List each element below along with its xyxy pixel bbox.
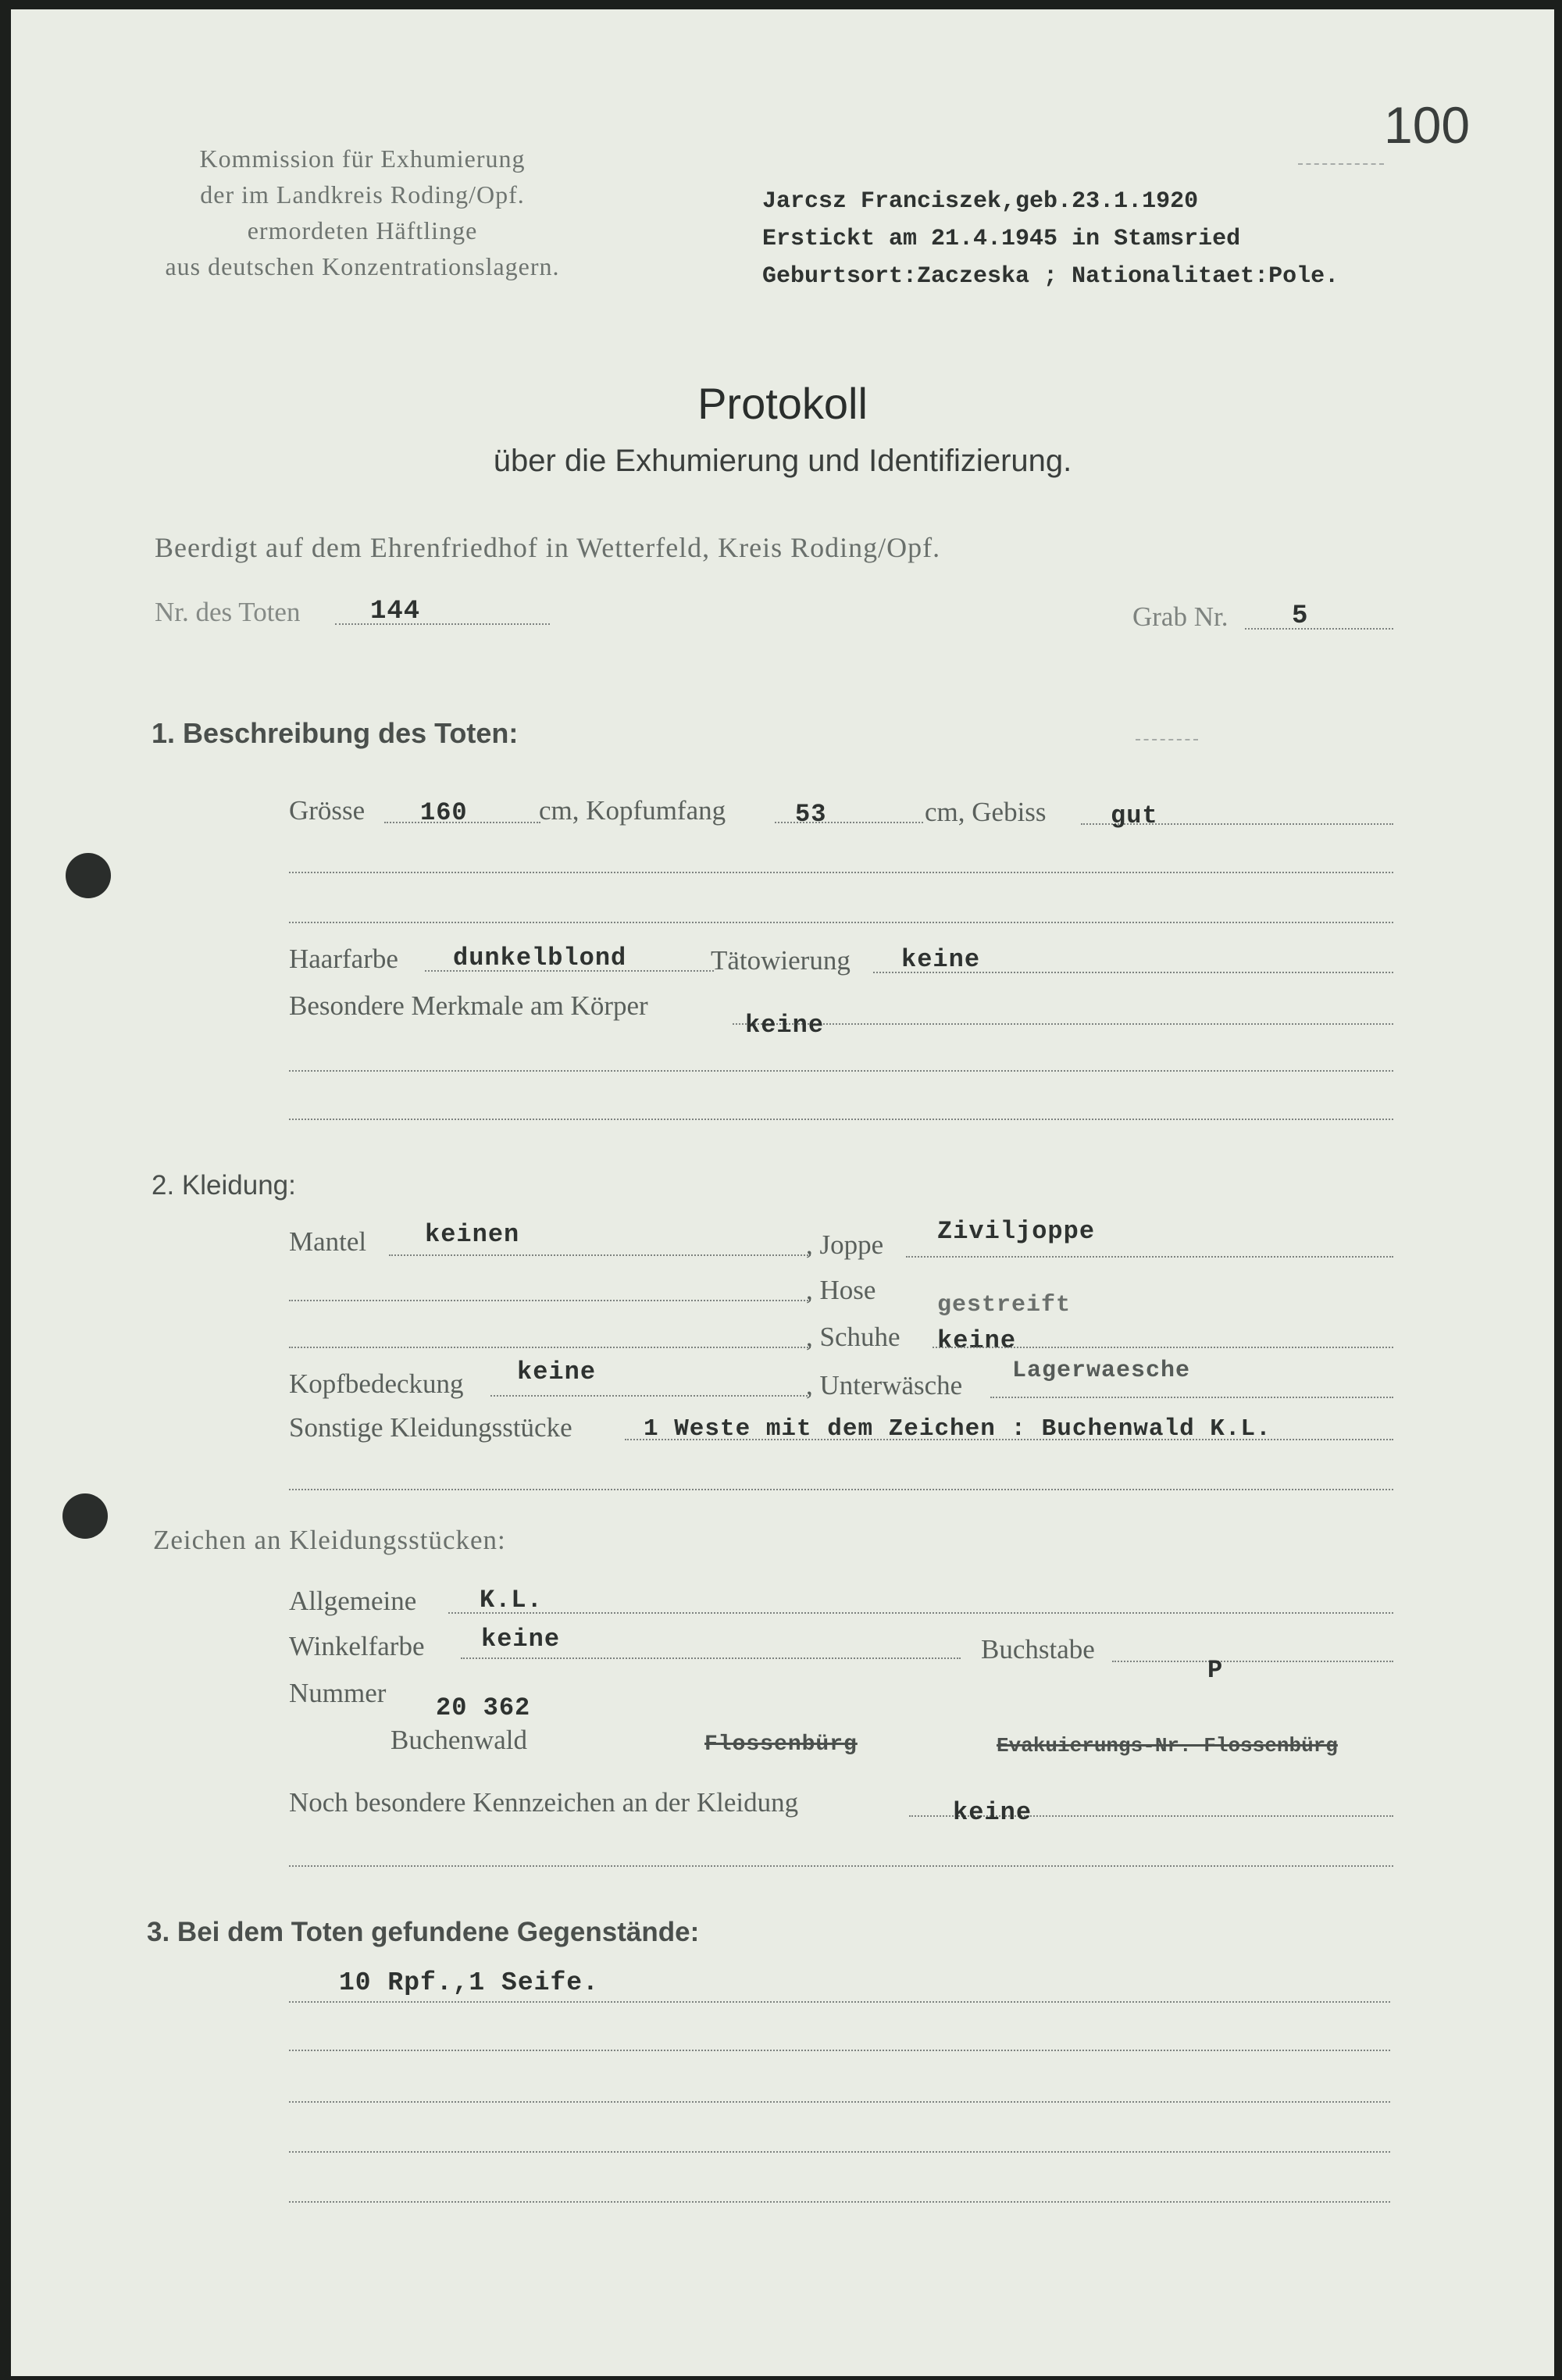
commission-line-2: der im Landkreis Roding/Opf.: [200, 180, 525, 209]
hose-value: gestreift: [937, 1292, 1072, 1318]
noch-value: keine: [953, 1798, 1032, 1827]
buchenwald-label: Buchenwald: [390, 1725, 527, 1755]
section-2-heading: 2. Kleidung:: [152, 1170, 296, 1201]
gebiss-value: gut: [1111, 801, 1158, 830]
schuhe-line: [933, 1347, 1393, 1348]
section-1-dash: [1136, 739, 1198, 740]
schuhe-value: keine: [937, 1326, 1017, 1355]
buchstabe-line: [1112, 1661, 1393, 1662]
nummer-value: 20 362: [436, 1693, 531, 1722]
grave-number-value: 5: [1292, 601, 1309, 631]
merkmale-line: [733, 1023, 1393, 1025]
dead-number-label: Nr. des Toten: [155, 597, 301, 627]
buchstabe-value: P: [1207, 1656, 1224, 1685]
taetowierung-value: keine: [901, 945, 981, 974]
kopfumfang-label: cm, Kopfumfang: [539, 795, 726, 826]
groesse-label: Grösse: [289, 795, 366, 826]
punch-hole-top: [66, 853, 111, 898]
zeichen-heading: Zeichen an Kleidungsstücken:: [153, 1525, 506, 1555]
section-3-line-2: [289, 2050, 1390, 2051]
groesse-value: 160: [420, 798, 468, 827]
hose-blank-line: [289, 1300, 811, 1301]
allgemeine-line: [448, 1612, 1393, 1614]
section-3-line-3: [289, 2101, 1390, 2103]
kopfbedeckung-label: Kopfbedeckung: [289, 1368, 464, 1399]
burial-line: Beerdigt auf dem Ehrenfriedhof in Wetterfeld, Kreis Roding/Opf.: [155, 532, 941, 563]
haarfarbe-value: dunkelblond: [453, 944, 627, 972]
commission-block: [128, 141, 597, 284]
section-1-blank-line-4: [289, 1119, 1393, 1120]
winkelfarbe-label: Winkelfarbe: [289, 1631, 425, 1661]
schuhe-blank-line: [289, 1347, 811, 1348]
section-3-heading: 3. Bei dem Toten gefundene Gegenstände:: [147, 1917, 700, 1947]
merkmale-value: keine: [745, 1011, 825, 1040]
section-1-blank-line-3: [289, 1070, 1393, 1072]
punch-hole-bottom: [62, 1493, 108, 1539]
sonstige-value: 1 Weste mit dem Zeichen : Buchenwald K.L.: [644, 1415, 1271, 1443]
hose-label: , Hose: [806, 1275, 876, 1305]
page-number-dash: [1298, 163, 1384, 165]
mantel-line: [389, 1254, 811, 1256]
schuhe-label: , Schuhe: [806, 1322, 900, 1352]
unterwaesche-label: , Unterwäsche: [806, 1370, 963, 1401]
haarfarbe-label: Haarfarbe: [289, 944, 398, 974]
dead-number-value: 144: [370, 597, 421, 626]
flossenbuerg-label: Flossenbürg: [704, 1732, 858, 1757]
section-1-heading: 1. Beschreibung des Toten:: [152, 717, 519, 749]
page-number: 100: [1384, 96, 1471, 154]
zeichen-blank-line: [289, 1865, 1393, 1867]
commission-line-3: ermordeten Häftlinge: [247, 216, 478, 244]
joppe-label: , Joppe: [806, 1229, 884, 1260]
nummer-label: Nummer: [289, 1678, 387, 1708]
typed-header: [762, 183, 1339, 295]
section-2-blank-line: [289, 1489, 1393, 1490]
unterwaesche-line: [990, 1397, 1393, 1398]
kopfumfang-value: 53: [795, 800, 827, 829]
commission-line-4: aus deutschen Konzentrationslagern.: [165, 252, 560, 280]
section-1-blank-line-1: [289, 872, 1393, 873]
typed-name-line: Jarcsz Franciszek,geb.23.1.1920: [762, 188, 1199, 215]
section-3-line-4: [289, 2151, 1390, 2153]
mantel-label: Mantel: [289, 1226, 367, 1257]
winkelfarbe-line: [461, 1657, 961, 1659]
section-3-line-5: [289, 2201, 1390, 2203]
protocol-document: [11, 9, 1554, 2376]
grave-number-label: Grab Nr.: [1132, 601, 1229, 632]
page-subtitle: über die Exhumierung und Identifizierung.: [493, 444, 1072, 478]
dead-number-line: [335, 623, 550, 625]
merkmale-label: Besondere Merkmale am Körper: [289, 990, 648, 1021]
unterwaesche-value: Lagerwaesche: [1012, 1358, 1191, 1384]
joppe-line: [906, 1256, 1393, 1258]
kopfbedeckung-value: keine: [517, 1358, 597, 1386]
sonstige-label: Sonstige Kleidungsstücke: [289, 1412, 572, 1443]
gebiss-label: cm, Gebiss: [925, 797, 1047, 827]
section-1-blank-line-2: [289, 922, 1393, 923]
evakuierung-label: Evakuierungs-Nr. Flossenbürg: [997, 1734, 1338, 1757]
grave-number-line: [1245, 628, 1393, 630]
commission-line-1: Kommission für Exhumierung: [199, 145, 526, 173]
section-3-items: 10 Rpf.,1 Seife.: [339, 1968, 599, 1997]
noch-label: Noch besondere Kennzeichen an der Kleidung: [289, 1787, 799, 1818]
section-3-line-1: [289, 2001, 1390, 2003]
page-title: Protokoll: [697, 379, 868, 428]
kopfbedeckung-line: [490, 1395, 811, 1397]
joppe-value: Ziviljoppe: [937, 1217, 1096, 1246]
typed-death-line: Erstickt am 21.4.1945 in Stamsried: [762, 226, 1241, 252]
mantel-value: keinen: [425, 1220, 520, 1249]
typed-origin-line: Geburtsort:Zaczeska ; Nationalitaet:Pole.: [762, 263, 1339, 290]
winkelfarbe-value: keine: [481, 1625, 561, 1654]
buchstabe-label: Buchstabe: [981, 1634, 1095, 1665]
taetowierung-label: Tätowierung: [711, 945, 851, 976]
allgemeine-label: Allgemeine: [289, 1586, 417, 1616]
allgemeine-value: K.L.: [480, 1586, 543, 1615]
